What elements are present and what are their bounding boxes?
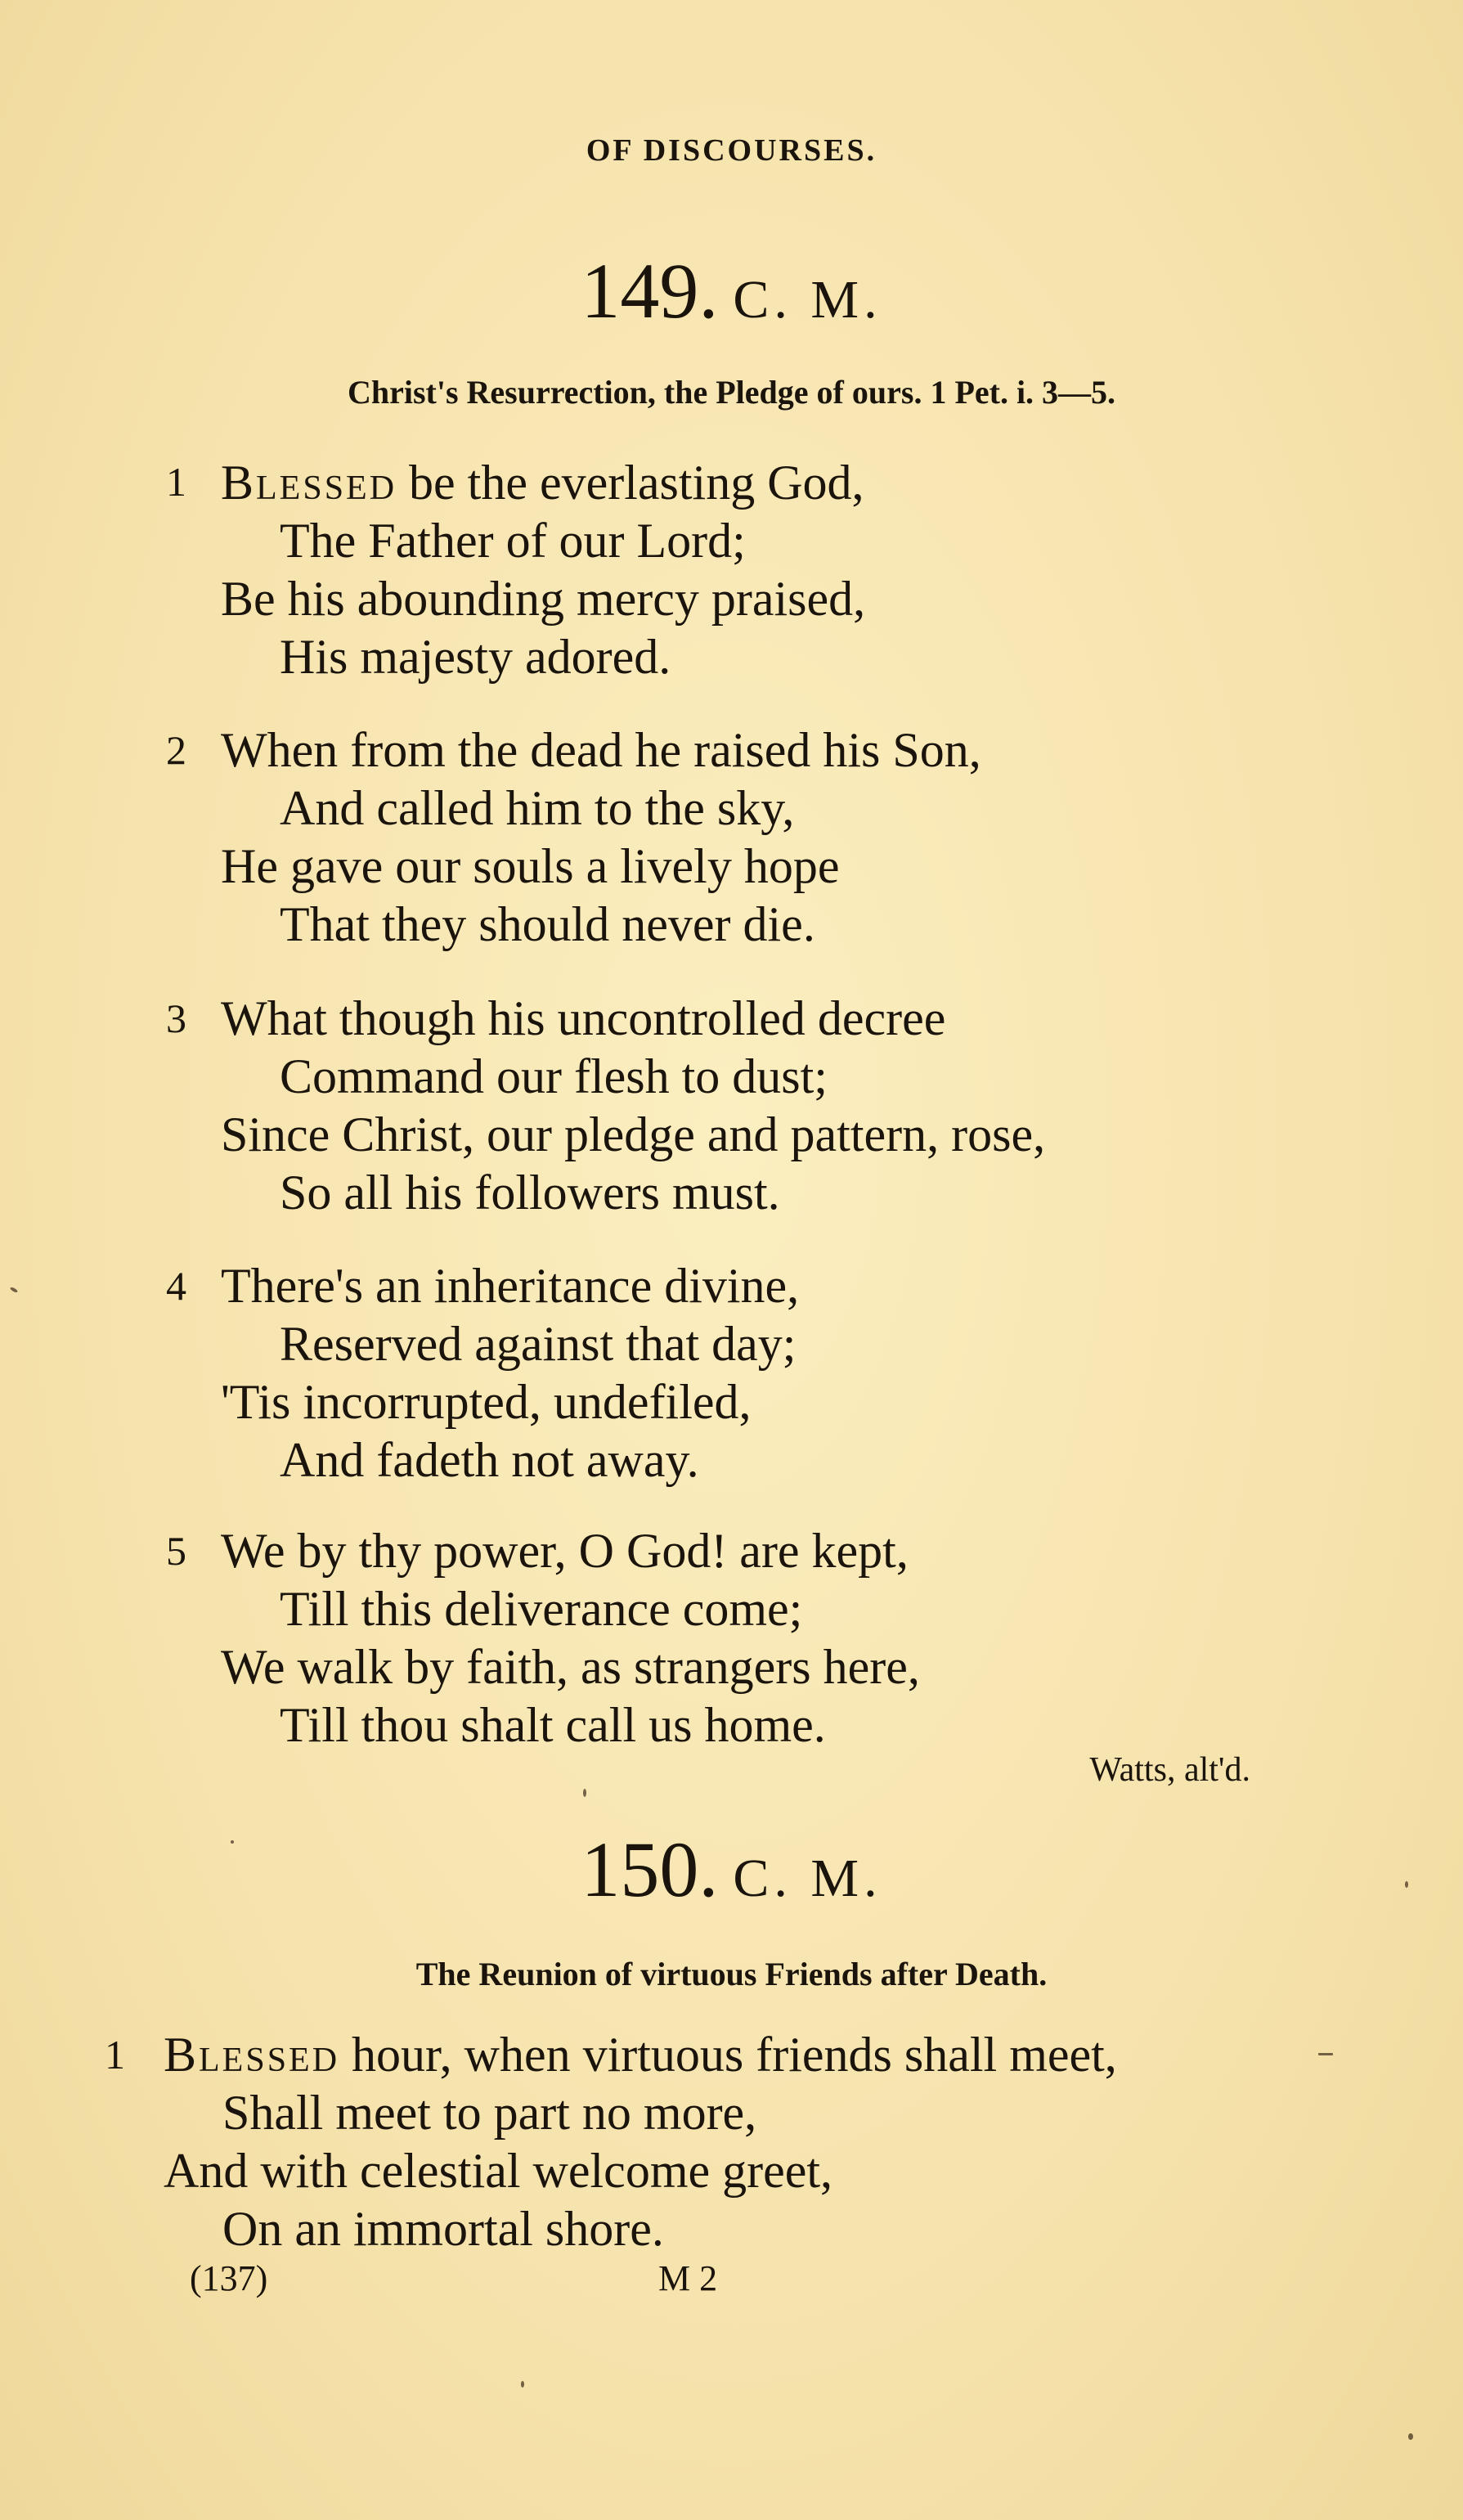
stanza-number: 1 <box>166 459 186 505</box>
verse-line: Blessed be the everlasting God, <box>221 456 864 510</box>
verse-line: When from the dead he raised his Son, <box>221 723 981 777</box>
verse-line: And fadeth not away. <box>280 1433 699 1487</box>
verse-line: That they should never die. <box>280 897 815 951</box>
verse-line: On an immortal shore. <box>222 2202 664 2256</box>
ink-speck <box>521 2381 524 2387</box>
verse-line: There's an inheritance divine, <box>221 1259 800 1313</box>
hymn-149-heading <box>0 245 1463 336</box>
stanza-number: 3 <box>166 995 186 1041</box>
verse-line: Command our flesh to dust; <box>280 1049 828 1103</box>
lead-word: Blessed <box>164 2028 340 2082</box>
stanza-4 <box>221 1257 799 1489</box>
ink-speck <box>231 1840 234 1844</box>
stanza-2 <box>221 721 981 954</box>
hymn-150-heading <box>0 1824 1463 1915</box>
verse-line: What though his uncontrolled decree <box>221 991 946 1045</box>
verse-line: And with celestial welcome greet, <box>164 2144 833 2198</box>
verse-line: Reserved against that day; <box>280 1317 797 1371</box>
verse-line: He gave our souls a lively hope <box>221 839 840 893</box>
hymn-meter: C. M. <box>733 270 882 330</box>
verse-line: We walk by faith, as strangers here, <box>221 1640 920 1694</box>
signature-mark: M 2 <box>658 2258 718 2298</box>
stanza-number: 2 <box>166 727 186 773</box>
ink-speck <box>1408 2433 1413 2440</box>
stanza-3 <box>221 990 1045 1222</box>
stanza-number: 5 <box>166 1528 186 1574</box>
hymn-number: 150. <box>581 1826 719 1913</box>
verse-line: The Father of our Lord; <box>280 514 746 568</box>
stanza-number: 4 <box>166 1263 186 1309</box>
hymn-number: 149. <box>581 247 719 335</box>
ink-speck <box>583 1789 586 1797</box>
attribution: Watts, alt'd. <box>1089 1751 1250 1789</box>
stanza-5 <box>221 1522 920 1754</box>
verse-line: Be his abounding mercy praised, <box>221 572 866 626</box>
verse-line: Till thou shalt call us home. <box>280 1698 826 1752</box>
hymn-meter: C. M. <box>733 1848 882 1908</box>
stanza-number: 1 <box>105 2032 125 2078</box>
verse-line: 'Tis incorrupted, undefiled, <box>221 1375 752 1429</box>
hymn-150-subtitle: The Reunion of virtuous Friends after Death. <box>415 1956 1048 1992</box>
page-number: (137) <box>190 2258 268 2298</box>
stanza-1 <box>164 2026 1117 2258</box>
ink-speck <box>1405 1881 1408 1888</box>
ink-speck <box>1318 2053 1333 2055</box>
verse-line: And called him to the sky, <box>280 781 795 835</box>
ink-speck <box>10 1287 19 1293</box>
verse-line: Since Christ, our pledge and pattern, rose, <box>221 1107 1046 1161</box>
verse-line: We by thy power, O God! are kept, <box>221 1524 909 1578</box>
verse-line: So all his followers must. <box>280 1166 780 1220</box>
running-head: OF DISCOURSES. <box>586 133 877 168</box>
verse-line: His majesty adored. <box>280 630 671 684</box>
hymn-149-subtitle: Christ's Resurrection, the Pledge of ours. 1 Pet. i. 3—5. <box>347 374 1116 411</box>
verse-line: Blessed hour, when virtuous friends shall meet, <box>164 2028 1117 2082</box>
stanza-1 <box>221 454 865 686</box>
verse-line: Shall meet to part no more, <box>222 2086 757 2140</box>
verse-line: Till this deliverance come; <box>280 1582 803 1636</box>
lead-word: Blessed <box>221 456 397 510</box>
